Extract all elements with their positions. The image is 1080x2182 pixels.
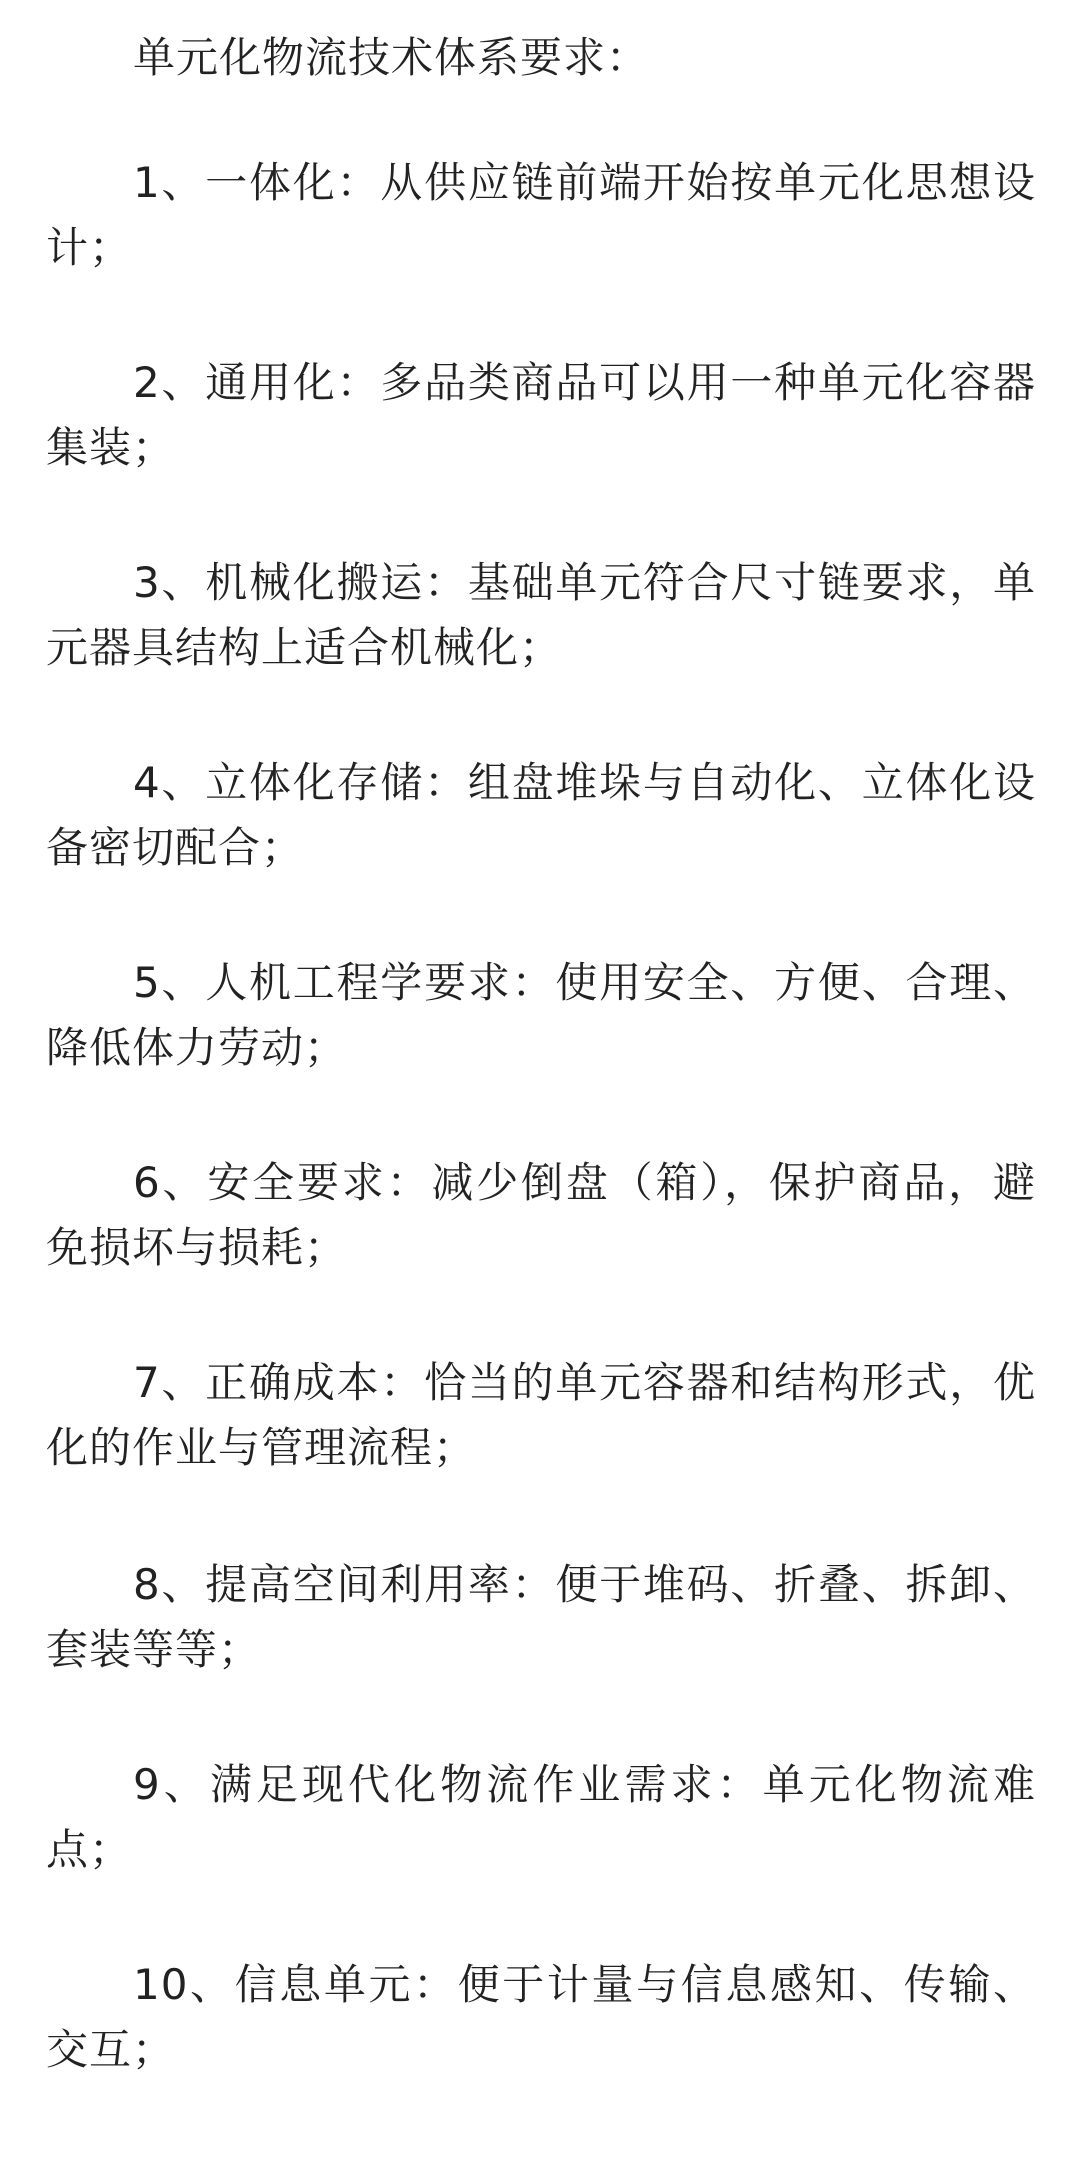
- list-item: 9、满足现代化物流作业需求：单元化物流难点；: [46, 1760, 1036, 1874]
- list-item: 7、正确成本：恰当的单元容器和结构形式，优化的作业与管理流程；: [46, 1358, 1036, 1472]
- article-heading: 单元化物流技术体系要求：: [133, 33, 650, 82]
- list-item: 10、信息单元：便于计量与信息感知、传输、交互；: [46, 1960, 1036, 2074]
- list-item: 1、一体化：从供应链前端开始按单元化思想设计；: [46, 158, 1036, 272]
- list-item: 4、立体化存储：组盘堆垛与自动化、立体化设备密切配合；: [46, 758, 1036, 872]
- list-item: 8、提高空间利用率：便于堆码、折叠、拆卸、套装等等；: [46, 1560, 1036, 1674]
- list-item: 2、通用化：多品类商品可以用一种单元化容器集装；: [46, 358, 1036, 472]
- list-item: 5、人机工程学要求：使用安全、方便、合理、降低体力劳动；: [46, 958, 1036, 1072]
- list-item: 3、机械化搬运：基础单元符合尺寸链要求，单元器具结构上适合机械化；: [46, 558, 1036, 672]
- list-item: 6、安全要求：减少倒盘（箱），保护商品，避免损坏与损耗；: [46, 1158, 1036, 1272]
